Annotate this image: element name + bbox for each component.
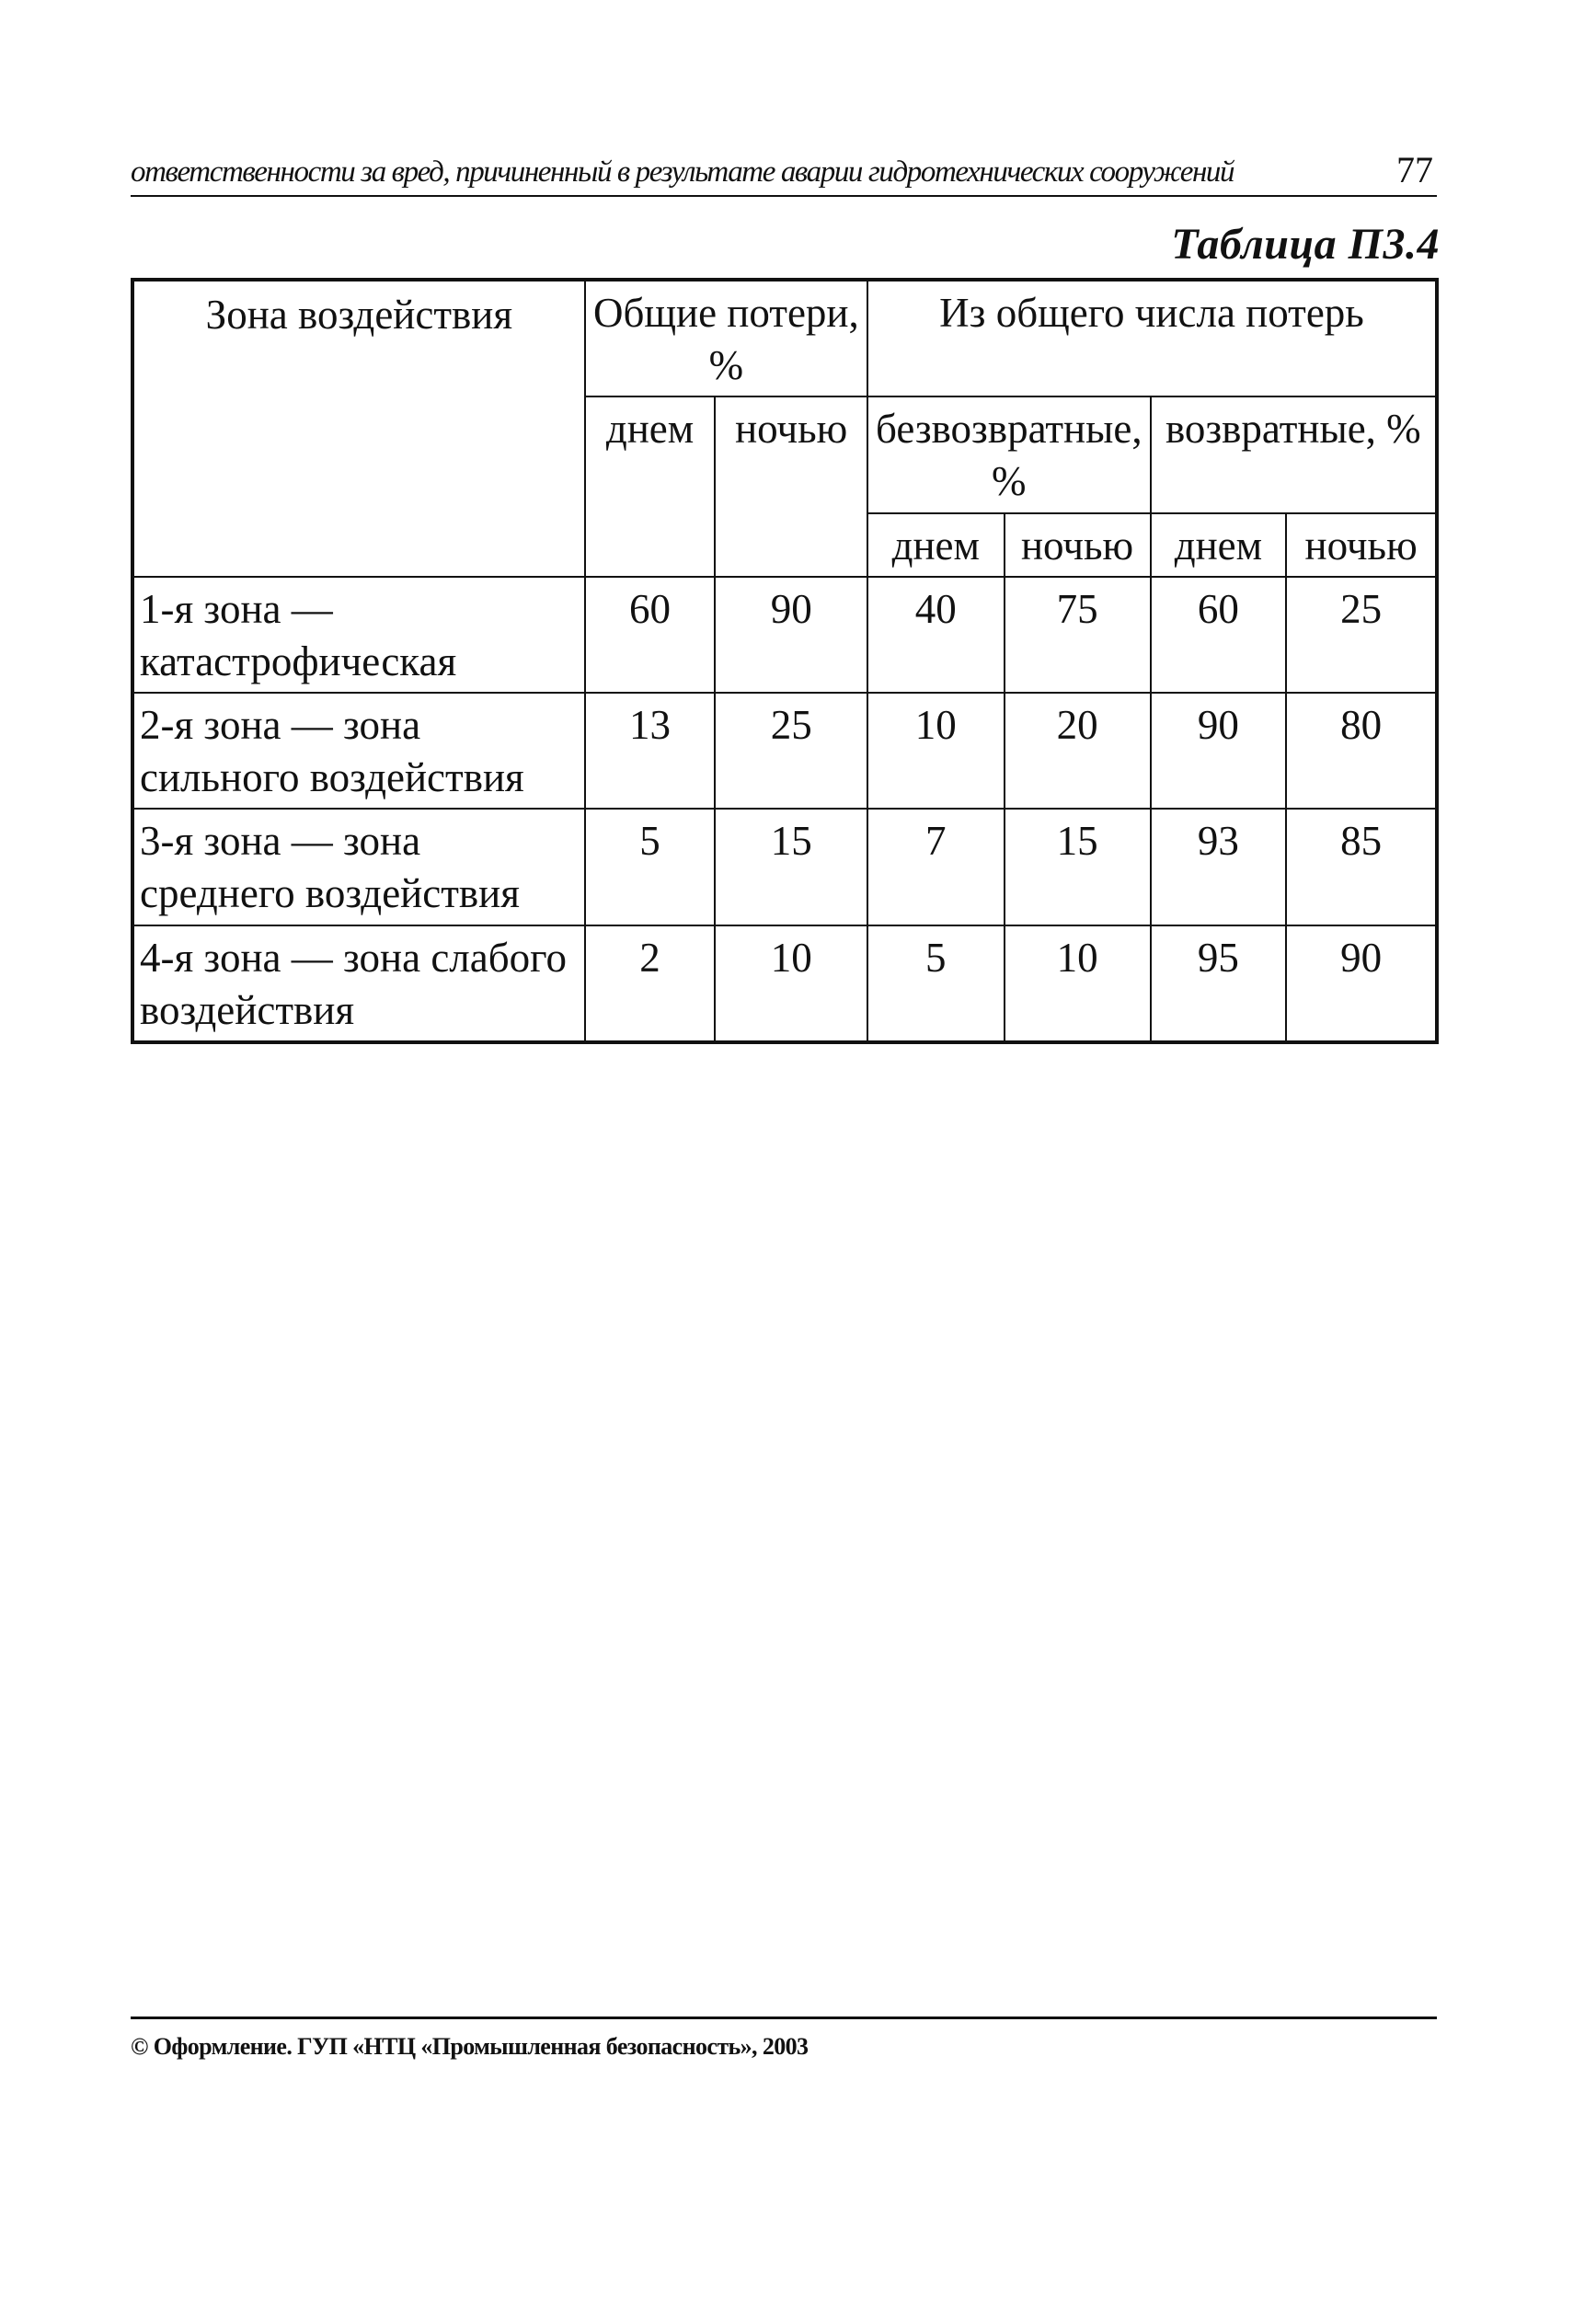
footer-rule bbox=[131, 2017, 1437, 2019]
value-cell: 10 bbox=[867, 693, 1005, 809]
value-cell: 40 bbox=[867, 577, 1005, 693]
value-cell: 5 bbox=[585, 809, 716, 925]
zone-cell: 4-я зона — зона слабого воздействия bbox=[132, 925, 585, 1042]
zone-cell: 2-я зона — зона сильного воздействия bbox=[132, 693, 585, 809]
footer-copyright: © Оформление. ГУП «НТЦ «Промышленная безопасность», 2003 bbox=[131, 2033, 809, 2060]
header-of-total: Из общего числа потерь bbox=[867, 280, 1437, 396]
table-row bbox=[132, 577, 1437, 693]
header-recoverable: возвратные, % bbox=[1151, 396, 1437, 512]
losses-table bbox=[131, 278, 1439, 1044]
running-header bbox=[131, 147, 1437, 195]
header-recoverable-night: ночью bbox=[1286, 513, 1437, 577]
value-cell: 90 bbox=[715, 577, 867, 693]
value-cell: 13 bbox=[585, 693, 716, 809]
value-cell: 2 bbox=[585, 925, 716, 1042]
zone-cell: 1-я зона — катастрофическая bbox=[132, 577, 585, 693]
zone-cell: 3-я зона — зона среднего воздействия bbox=[132, 809, 585, 925]
value-cell: 90 bbox=[1151, 693, 1287, 809]
table-row bbox=[132, 809, 1437, 925]
running-title: ответственности за вред, причиненный в результате аварии гидротехнических сооружений bbox=[131, 155, 1234, 189]
value-cell: 25 bbox=[715, 693, 867, 809]
value-cell: 25 bbox=[1286, 577, 1437, 693]
value-cell: 90 bbox=[1286, 925, 1437, 1042]
header-irrecoverable-night: ночью bbox=[1005, 513, 1151, 577]
value-cell: 95 bbox=[1151, 925, 1287, 1042]
table-row bbox=[132, 693, 1437, 809]
value-cell: 93 bbox=[1151, 809, 1287, 925]
value-cell: 75 bbox=[1005, 577, 1151, 693]
value-cell: 15 bbox=[715, 809, 867, 925]
header-rule bbox=[131, 195, 1437, 197]
header-recoverable-day: днем bbox=[1151, 513, 1287, 577]
header-zone: Зона воздействия bbox=[132, 280, 585, 577]
header-irrecoverable: безвозвратные, % bbox=[867, 396, 1151, 512]
value-cell: 20 bbox=[1005, 693, 1151, 809]
header-row-1 bbox=[132, 280, 1437, 396]
value-cell: 60 bbox=[1151, 577, 1287, 693]
table-caption: Таблица П3.4 bbox=[1171, 220, 1440, 269]
value-cell: 7 bbox=[867, 809, 1005, 925]
header-total-night: ночью bbox=[715, 396, 867, 576]
header-total-losses: Общие потери, % bbox=[585, 280, 867, 396]
value-cell: 5 bbox=[867, 925, 1005, 1042]
value-cell: 80 bbox=[1286, 693, 1437, 809]
value-cell: 10 bbox=[1005, 925, 1151, 1042]
header-total-day: днем bbox=[585, 396, 716, 576]
table-row bbox=[132, 925, 1437, 1042]
value-cell: 60 bbox=[585, 577, 716, 693]
value-cell: 15 bbox=[1005, 809, 1151, 925]
header-irrecoverable-day: днем bbox=[867, 513, 1005, 577]
page-number: 77 bbox=[1396, 149, 1433, 190]
value-cell: 10 bbox=[715, 925, 867, 1042]
value-cell: 85 bbox=[1286, 809, 1437, 925]
